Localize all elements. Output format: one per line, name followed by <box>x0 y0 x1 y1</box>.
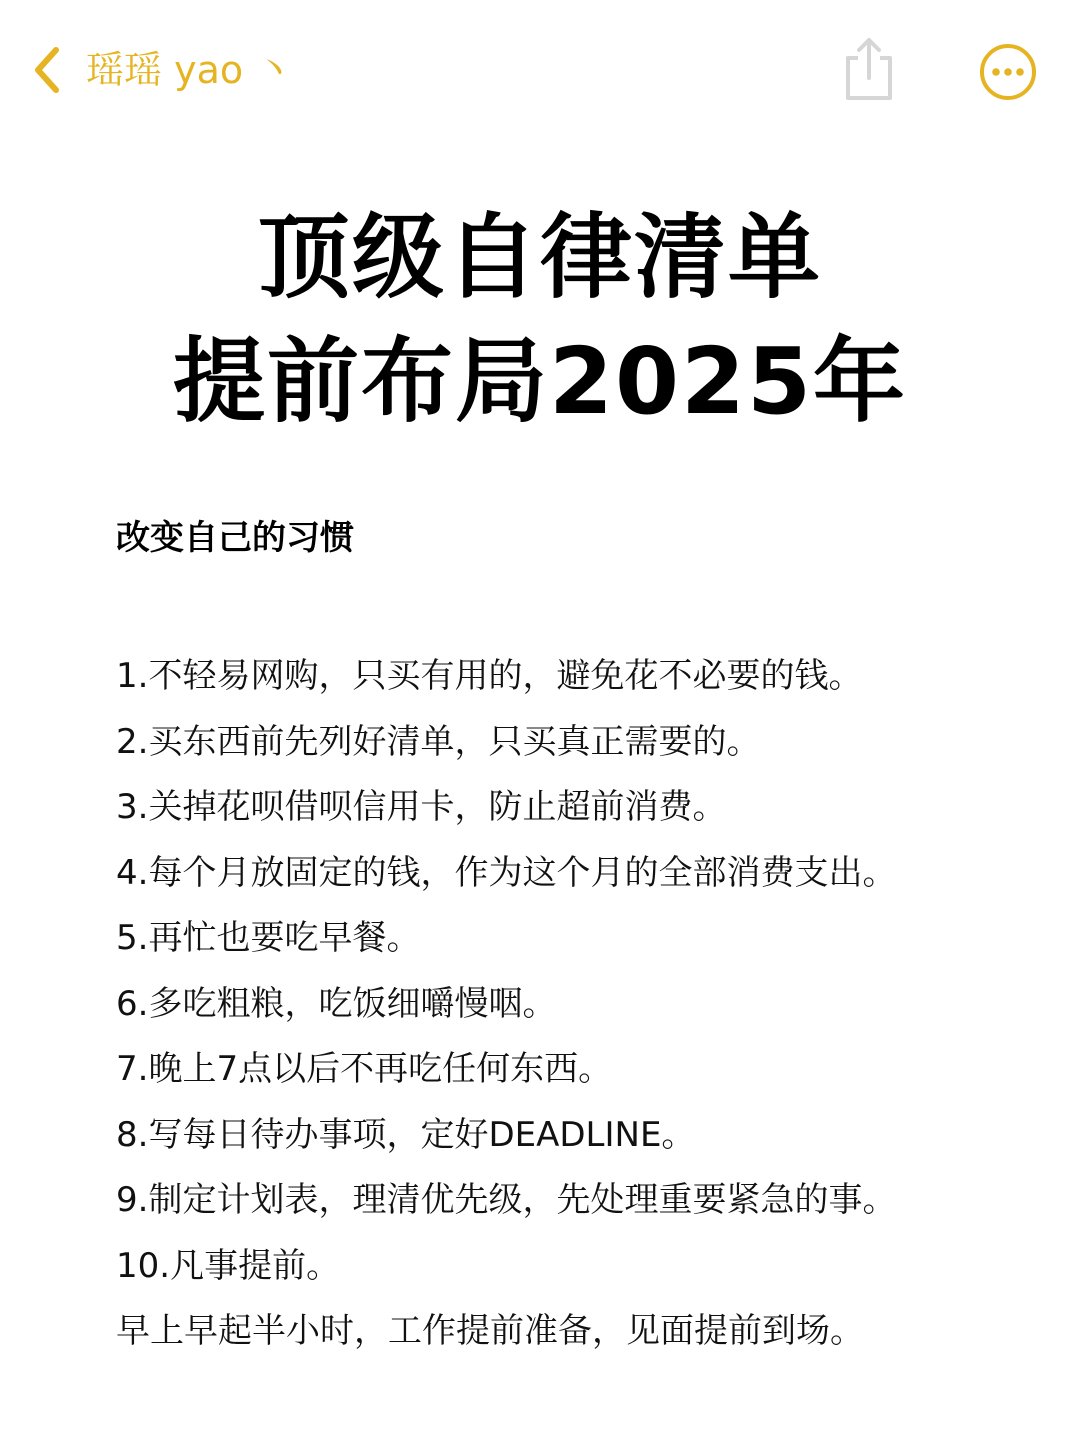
more-icon <box>978 42 1038 102</box>
list-item: 3.关掉花呗借呗信用卡，防止超前消费。 <box>116 787 727 827</box>
list-item: 6.多吃粗粮，吃饭细嚼慢咽。 <box>116 983 557 1024</box>
back-button[interactable] <box>28 40 293 100</box>
more-button[interactable] <box>978 42 1038 102</box>
habit-list <box>116 644 1016 1365</box>
list-item: 9.制定计划表，理清优先级，先处理重要紧急的事。 <box>116 1180 897 1220</box>
navigation-bar <box>0 0 1080 140</box>
list-item: 1.不轻易网购，只买有用的，避免花不必要的钱。 <box>116 656 863 696</box>
title-line-2: 提前布局2025年 <box>172 328 908 435</box>
note-body <box>116 510 1016 1365</box>
share-icon <box>838 34 900 102</box>
chevron-left-icon <box>28 42 68 98</box>
list-item: 7.晚上7点以后不再吃任何东西。 <box>116 1049 613 1089</box>
list-item: 8.写每日待办事项，定好DEADLINE。 <box>116 1114 696 1155</box>
list-item: 2.买东西前先列好清单，只买真正需要的。 <box>116 721 761 762</box>
note-title <box>0 196 1080 444</box>
list-item: 早上早起半小时，工作提前准备，见面提前到场。 <box>116 1311 864 1351</box>
list-item: 5.再忙也要吃早餐。 <box>116 918 421 958</box>
title-line-1: 顶级自律清单 <box>257 204 822 311</box>
section-heading: 改变自己的习惯 <box>116 518 354 558</box>
list-item: 10.凡事提前。 <box>116 1245 341 1286</box>
list-item: 4.每个月放固定的钱，作为这个月的全部消费支出。 <box>116 852 897 893</box>
share-button[interactable] <box>838 34 900 102</box>
back-label: 瑶瑶 yao 丶 <box>86 48 294 92</box>
